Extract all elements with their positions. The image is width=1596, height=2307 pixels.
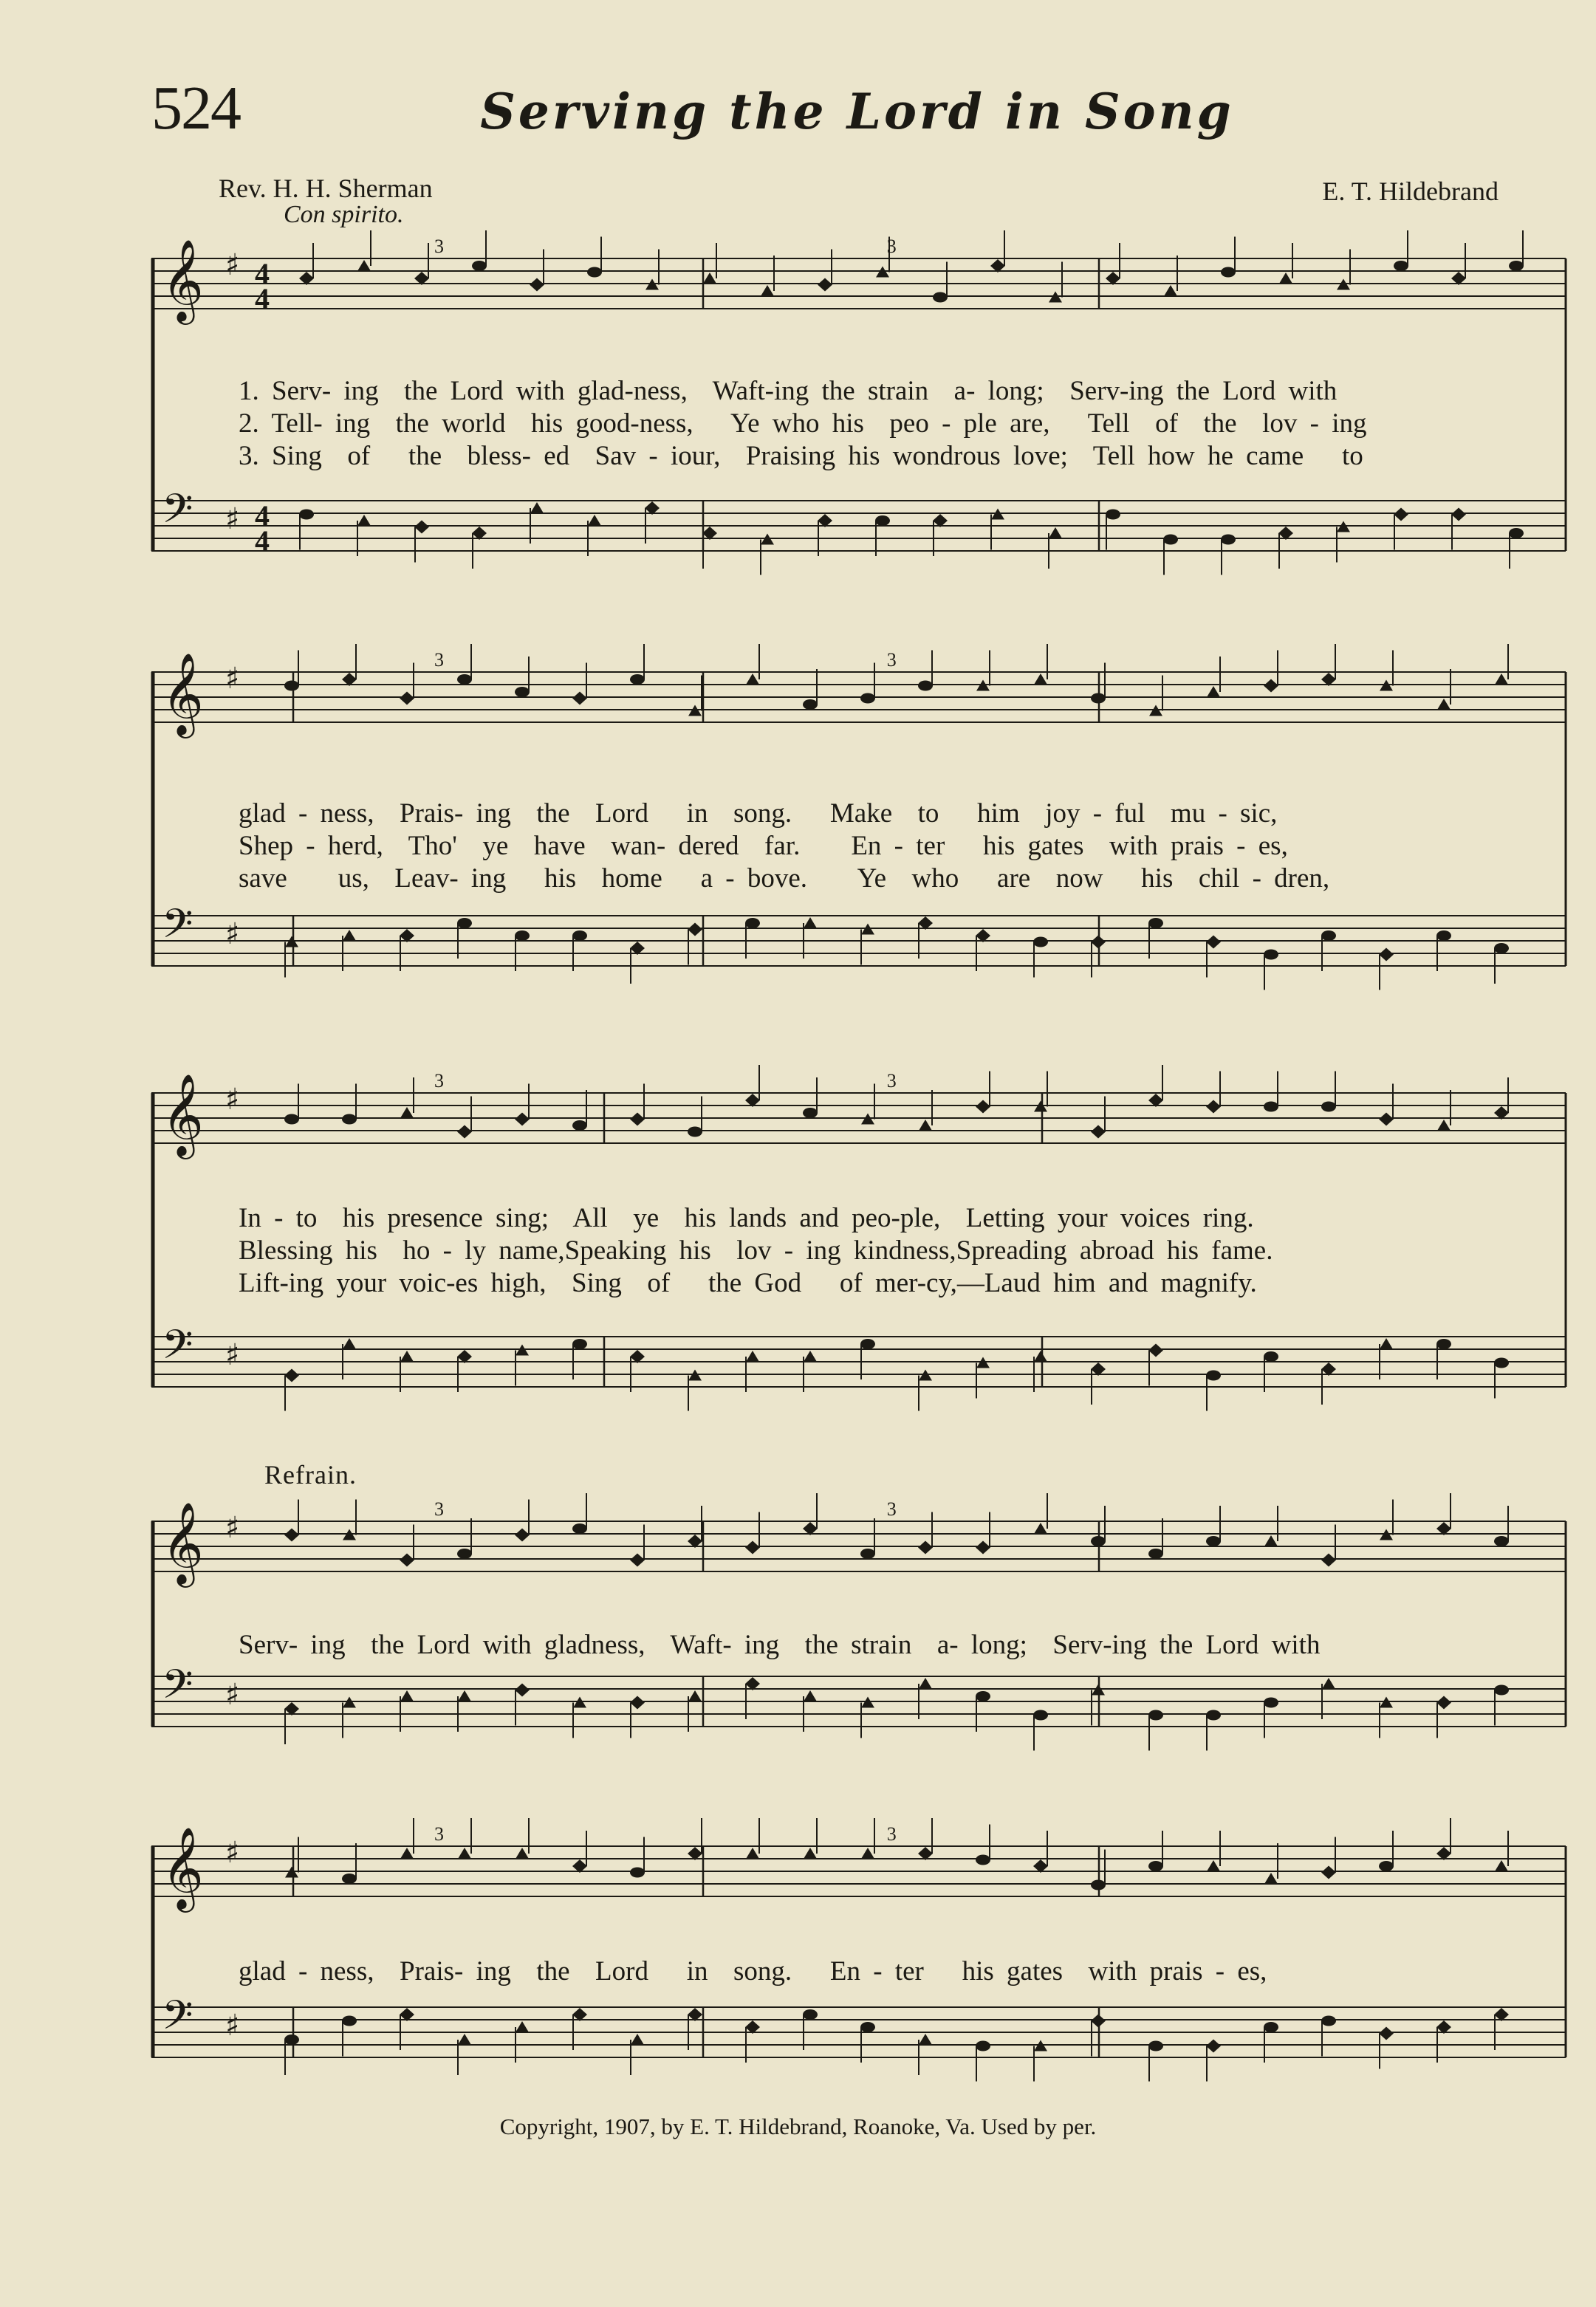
note-head — [933, 292, 948, 303]
note-head — [472, 261, 487, 271]
note-head — [516, 1848, 529, 1859]
note-head — [1091, 1125, 1106, 1139]
note-head — [1494, 1685, 1509, 1696]
note-head — [1509, 528, 1524, 538]
note-head — [299, 510, 314, 520]
note-head — [631, 2034, 644, 2045]
lyric-line-1: glad - ness, Prais- ing the Lord in song. Make to him joy - ful mu - sic, — [239, 798, 1278, 829]
note-head — [1206, 1100, 1221, 1114]
tuplet-mark: 3 — [434, 1498, 444, 1520]
note-head — [457, 674, 472, 685]
note-head — [746, 1351, 759, 1362]
treble-staff — [151, 1501, 1566, 1588]
note-head — [804, 1848, 817, 1859]
lyric-line-3: Lift-ing your voic-es high, Sing of the God of mer-cy,—Laud him and magnify. — [239, 1268, 1257, 1298]
note-head — [1106, 510, 1120, 520]
note-head — [1091, 1880, 1106, 1890]
note-head — [1436, 1696, 1451, 1710]
note-head — [284, 1369, 299, 1382]
key-signature-sharp-icon: ♯ — [225, 1511, 240, 1545]
note-head — [1148, 2041, 1163, 2051]
note-head — [1494, 943, 1509, 953]
key-signature-sharp-icon: ♯ — [225, 248, 240, 282]
note-head — [572, 1120, 587, 1131]
tuplet-mark: 3 — [886, 1498, 897, 1520]
note-head — [1091, 936, 1106, 949]
note-head — [1451, 508, 1466, 521]
tempo-marking: Con spirito. — [284, 201, 404, 228]
note-head — [1221, 267, 1236, 278]
note-head — [1148, 1861, 1163, 1871]
note-head — [1033, 1710, 1048, 1721]
lyric-line-1: In - to his presence sing; All ye his lands and peo-ple, Letting your voices ring. — [239, 1203, 1254, 1233]
note-head — [516, 2021, 529, 2032]
treble-staff — [151, 1073, 1566, 1159]
note-head — [1164, 285, 1177, 296]
note-head — [1379, 1113, 1394, 1126]
music-system-5 — [151, 1817, 1566, 2105]
note-head — [688, 1127, 702, 1137]
note-head — [630, 1696, 645, 1710]
note-head — [1436, 1339, 1451, 1349]
note-head — [761, 285, 774, 296]
time-signature-numerator: 4 — [255, 499, 270, 532]
key-signature-sharp-icon: ♯ — [225, 1836, 240, 1870]
note-head — [976, 1541, 990, 1554]
bass-clef-icon: 𝄢 — [162, 1992, 193, 2049]
refrain-label: Refrain. — [264, 1460, 357, 1490]
note-head — [400, 1690, 414, 1701]
note-head — [515, 930, 530, 941]
note-head — [1437, 699, 1451, 710]
note-head — [860, 693, 875, 704]
note-head — [803, 2009, 818, 2020]
note-head — [976, 1691, 990, 1701]
note-head — [1264, 1535, 1278, 1546]
key-signature-sharp-icon: ♯ — [225, 1338, 240, 1372]
note-head — [1394, 508, 1408, 521]
note-head — [1034, 1351, 1047, 1362]
key-signature-sharp-icon: ♯ — [225, 502, 240, 536]
note-head — [875, 515, 890, 526]
note-head — [572, 1523, 587, 1534]
note-head — [1264, 1102, 1278, 1112]
note-head — [1279, 272, 1292, 284]
note-head — [284, 2035, 299, 2045]
key-signature-sharp-icon: ♯ — [225, 2009, 240, 2043]
note-head — [1207, 686, 1220, 697]
note-head — [919, 1120, 932, 1131]
note-head — [746, 673, 759, 685]
note-head — [1495, 1860, 1508, 1871]
note-head — [1495, 673, 1508, 685]
note-head — [1379, 1861, 1394, 1871]
note-head — [1494, 1536, 1509, 1546]
note-head — [1206, 2040, 1221, 2053]
note-head — [1033, 937, 1048, 947]
note-head — [357, 260, 371, 271]
note-head — [803, 699, 818, 710]
note-head — [1207, 1860, 1220, 1871]
note-head — [804, 917, 817, 928]
music-system-2 — [151, 642, 1566, 1026]
note-head — [1394, 261, 1408, 271]
tuplet-mark: 3 — [434, 1823, 444, 1845]
note-head — [457, 1549, 472, 1559]
note-head — [458, 2034, 471, 2045]
note-head — [1436, 930, 1451, 941]
note-head — [530, 502, 544, 513]
tuplet-mark: 3 — [434, 1070, 444, 1091]
note-head — [357, 515, 371, 526]
note-head — [572, 1339, 587, 1349]
note-head — [1264, 1698, 1278, 1708]
treble-staff — [151, 239, 1566, 325]
note-head — [746, 1848, 759, 1859]
music-system-3 — [151, 1049, 1566, 1433]
note-head — [1321, 1866, 1336, 1879]
note-head — [400, 692, 414, 705]
lyric-line-3: save us, Leav- ing his home a - bove. Ye who are now his chil - dren, — [239, 863, 1330, 894]
note-head — [1034, 673, 1047, 685]
note-head — [400, 1107, 414, 1118]
note-head — [343, 1338, 356, 1349]
tuplet-mark: 3 — [886, 649, 897, 671]
treble-clef-icon: 𝄞 — [162, 239, 204, 321]
bass-clef-icon: 𝄢 — [162, 1661, 193, 1718]
lyric-line-1: Serv- ing the Lord with gladness, Waft- ing the strain a- long; Serv-ing the Lord with — [239, 1630, 1321, 1660]
note-head — [918, 1541, 933, 1554]
time-signature-numerator: 4 — [255, 257, 270, 290]
treble-clef-icon: 𝄞 — [162, 1073, 204, 1156]
note-head — [457, 1125, 472, 1139]
note-head — [1091, 1536, 1106, 1546]
note-head — [572, 930, 587, 941]
time-signature-denominator: 4 — [255, 282, 270, 315]
note-head — [1148, 1710, 1163, 1721]
note-head — [342, 2016, 357, 2026]
note-head — [414, 521, 429, 534]
tuplet-mark: 3 — [434, 649, 444, 671]
note-head — [860, 2022, 875, 2032]
note-head — [1322, 1678, 1335, 1689]
treble-clef-icon: 𝄞 — [162, 1501, 204, 1584]
copyright-notice: Copyright, 1907, by E. T. Hildebrand, Roanoke, Va. Used by per. — [499, 2114, 1097, 2139]
note-head — [1034, 1523, 1047, 1534]
note-head — [400, 1554, 414, 1567]
key-signature-sharp-icon: ♯ — [225, 1678, 240, 1712]
author-credit: Rev. H. H. Sherman — [219, 174, 433, 203]
note-head — [745, 918, 760, 928]
note-head — [1206, 1371, 1221, 1381]
lyric-line-1: 1. Serv- ing the Lord with glad-ness, Waft-ing the strain a- long; Serv-ing the Lord with — [239, 376, 1338, 406]
note-head — [587, 267, 602, 278]
note-head — [860, 1339, 875, 1349]
note-head — [976, 1100, 990, 1114]
note-head — [1494, 1358, 1509, 1368]
note-head — [1221, 535, 1236, 545]
lyric-line-2: Shep - herd, Tho' ye have wan- dered far. En - ter his gates with prais - es, — [239, 831, 1288, 861]
note-head — [1148, 918, 1163, 928]
note-head — [1321, 930, 1336, 941]
bass-staff — [151, 1321, 1566, 1387]
bass-clef-icon: 𝄢 — [162, 1321, 193, 1378]
note-head — [284, 1114, 299, 1125]
time-signature-denominator: 4 — [255, 524, 270, 558]
note-head — [1206, 936, 1221, 949]
lyric-line-1: glad - ness, Prais- ing the Lord in song. En - ter his gates with prais - es, — [239, 1956, 1267, 1987]
music-system-1 — [151, 214, 1566, 598]
note-head — [1264, 1351, 1278, 1362]
note-head — [1206, 1710, 1221, 1721]
note-head — [515, 687, 530, 697]
note-head — [804, 1351, 817, 1362]
note-head — [342, 1874, 357, 1884]
note-head — [630, 1554, 645, 1567]
note-head — [1509, 261, 1524, 271]
note-head — [976, 1855, 990, 1865]
note-head — [515, 1113, 530, 1126]
tuplet-mark: 3 — [886, 1823, 897, 1845]
note-head — [818, 278, 832, 292]
note-head — [1264, 679, 1278, 693]
note-head — [284, 1529, 299, 1542]
note-head — [1091, 2015, 1106, 2028]
note-head — [458, 1848, 471, 1859]
composer-credit: E. T. Hildebrand — [1322, 176, 1499, 206]
note-head — [1264, 950, 1278, 960]
tuplet-mark: 3 — [886, 236, 897, 257]
note-head — [919, 1678, 932, 1689]
treble-clef-icon: 𝄞 — [162, 652, 204, 735]
note-head — [688, 1690, 702, 1701]
bass-clef-icon: 𝄢 — [162, 900, 193, 957]
tuplet-mark: 3 — [434, 236, 444, 257]
page-number: 524 — [151, 74, 240, 143]
note-head — [1321, 2016, 1336, 2026]
treble-staff — [151, 652, 1566, 738]
tuplet-mark: 3 — [886, 1070, 897, 1091]
note-head — [804, 1690, 817, 1701]
music-system-4 — [151, 1492, 1566, 1780]
note-head — [458, 1690, 471, 1701]
note-head — [515, 1684, 530, 1697]
note-head — [457, 918, 472, 928]
key-signature-sharp-icon: ♯ — [225, 662, 240, 696]
note-head — [918, 681, 933, 691]
note-head — [1049, 527, 1062, 538]
lyric-line-3: 3. Sing of the bless- ed Sav - iour, Praising his wondrous love; Tell how he came to — [239, 441, 1363, 471]
note-head — [1264, 2022, 1278, 2032]
note-head — [919, 2034, 932, 2045]
note-head — [284, 681, 299, 691]
note-head — [1437, 1120, 1451, 1131]
bass-staff — [151, 1661, 1566, 1727]
hymn-title: Serving the Lord in Song — [480, 83, 1234, 140]
note-head — [630, 1868, 645, 1878]
note-head — [1163, 535, 1178, 545]
note-head — [1148, 1549, 1163, 1559]
note-head — [630, 674, 645, 685]
note-head — [1091, 693, 1106, 704]
note-head — [342, 1114, 357, 1125]
bass-clef-icon: 𝄢 — [162, 485, 193, 542]
note-head — [861, 1848, 874, 1859]
treble-staff — [151, 1826, 1566, 1913]
key-signature-sharp-icon: ♯ — [225, 1083, 240, 1117]
bass-staff — [151, 1992, 1566, 2057]
bass-staff — [151, 900, 1566, 966]
note-head — [1379, 2027, 1394, 2040]
note-head — [515, 1529, 530, 1542]
lyric-line-2: Blessing his ho - ly name,Speaking his lov - ing kindness,Spreading abroad his fame. — [239, 1235, 1273, 1266]
note-head — [1379, 948, 1394, 961]
note-head — [976, 2041, 990, 2051]
key-signature-sharp-icon: ♯ — [225, 917, 240, 951]
note-head — [1321, 1554, 1336, 1567]
lyric-line-2: 2. Tell- ing the world his good-ness, Ye who his peo - ple are, Tell of the lov - ing — [239, 408, 1367, 439]
note-head — [530, 278, 544, 292]
note-head — [1264, 1873, 1278, 1884]
note-head — [572, 692, 587, 705]
note-head — [688, 923, 702, 936]
note-head — [1206, 1536, 1221, 1546]
note-head — [588, 515, 601, 526]
note-head — [703, 272, 716, 284]
note-head — [1148, 1344, 1163, 1357]
note-head — [630, 1113, 645, 1126]
note-head — [803, 1108, 818, 1118]
note-head — [343, 930, 356, 941]
treble-clef-icon: 𝄞 — [162, 1826, 204, 1909]
note-head — [860, 1549, 875, 1559]
note-head — [745, 1541, 760, 1554]
note-head — [1380, 1338, 1393, 1349]
note-head — [1321, 1102, 1336, 1112]
note-head — [400, 1848, 414, 1859]
note-head — [400, 1351, 414, 1362]
